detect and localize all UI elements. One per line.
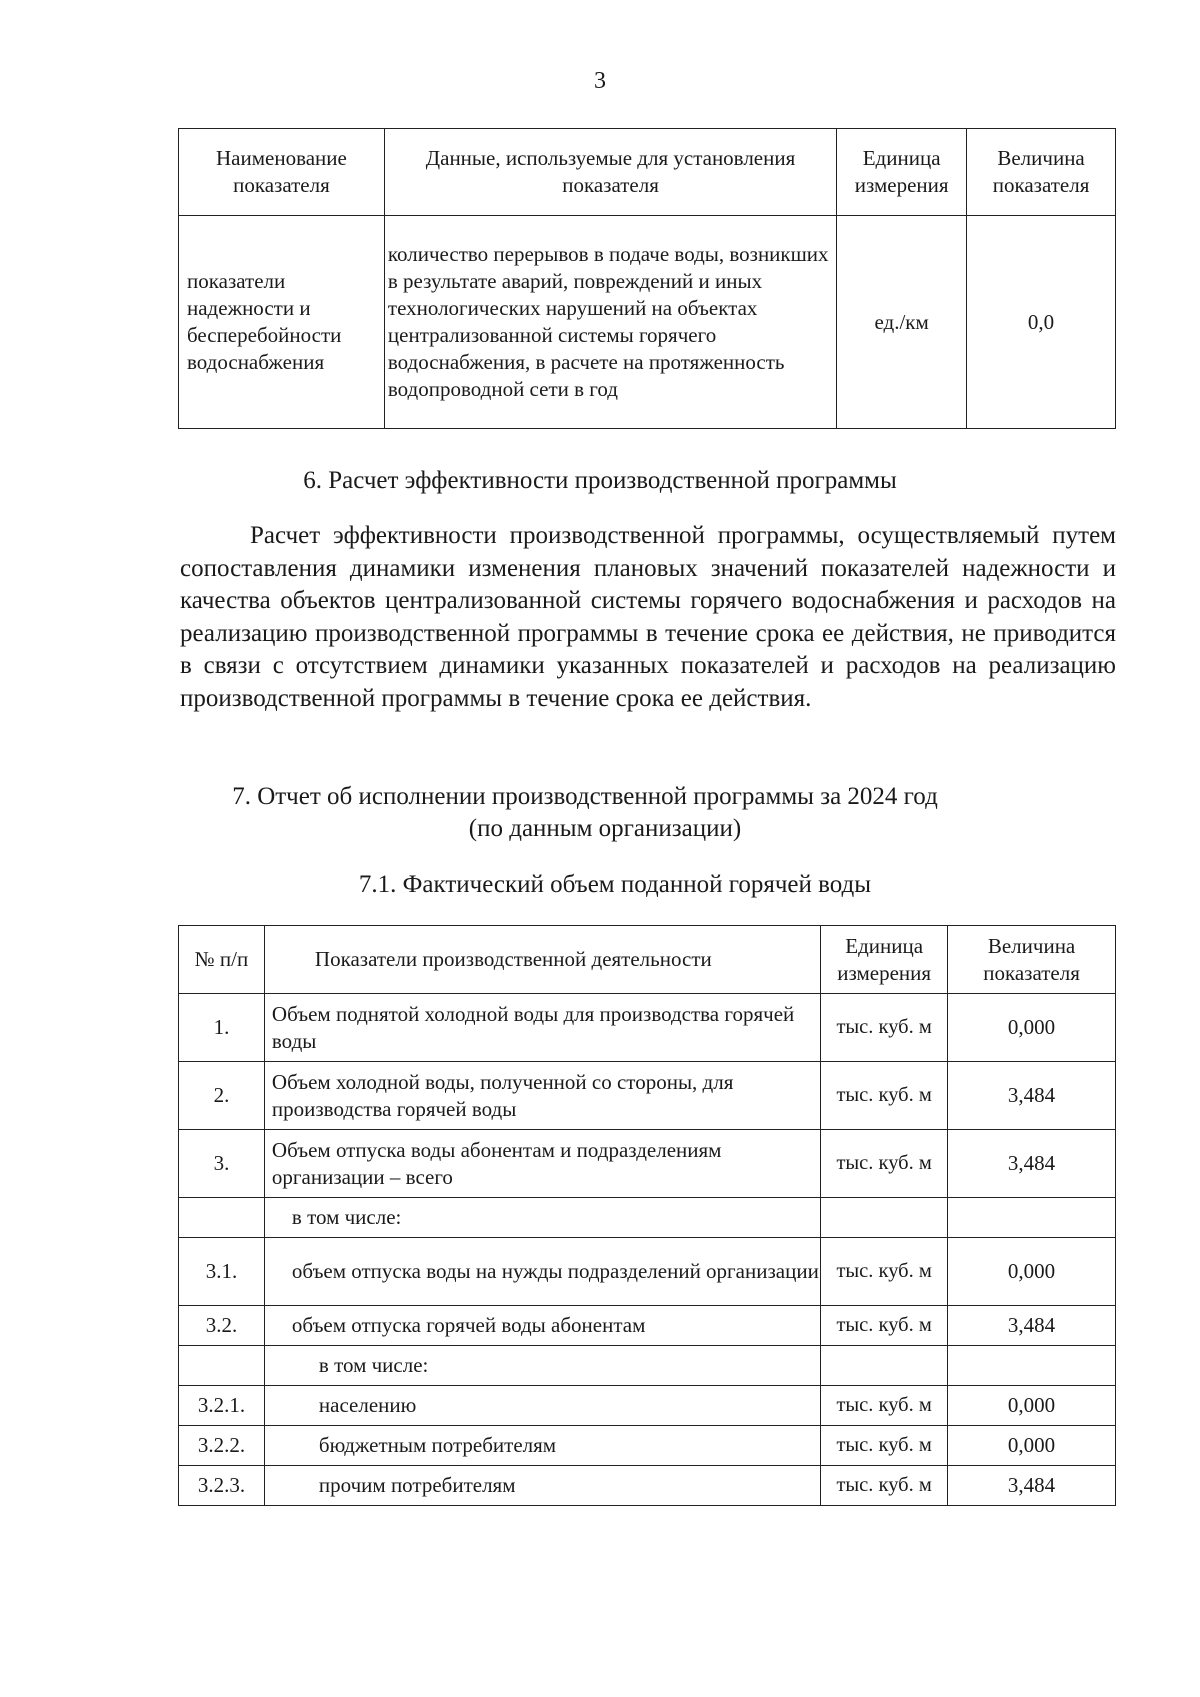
row-indicator: в том числе: [264,1198,820,1238]
row-indicator: бюджетным потребителям [264,1426,820,1466]
header-value: Величина показателя [948,926,1116,994]
table-row [179,216,1116,429]
row-value: 3,484 [948,1466,1116,1506]
header-indicator: Показатели производственной деятельности [264,926,820,994]
header-number: № п/п [179,926,265,994]
row-indicator: Объем поднятой холодной воды для производства горячей воды [264,994,820,1062]
table-row [179,1346,1116,1386]
row-value [948,1346,1116,1386]
table-row [179,994,1116,1062]
row-indicator: Объем холодной воды, полученной со стороны, для производства горячей воды [264,1062,820,1130]
row-unit: тыс. куб. м [821,1426,948,1466]
table-header-row [179,926,1116,994]
row-unit: тыс. куб. м [821,1238,948,1306]
table-row [179,1426,1116,1466]
row-value: 3,484 [948,1062,1116,1130]
table-row [179,1130,1116,1198]
table-row [179,1198,1116,1238]
subsection-7-1-title: 7.1. Фактический объем поданной горячей воды [358,871,872,898]
cell-data-used: количество перерывов в подаче воды, возникших в результате аварий, повреждений и иных технологических нарушений на объектах централизованной системы горячего водоснабжения, в расчете на протяженность водопроводной сети в год [384,216,836,429]
header-unit: Единица измерения [821,926,948,994]
row-number: 2. [179,1062,265,1130]
row-indicator: объем отпуска горячей воды абонентам [264,1306,820,1346]
table-row [179,1062,1116,1130]
section-7-title: 7. Отчет об исполнении производственной программы за 2024 год [232,783,938,810]
row-number: 3. [179,1130,265,1198]
row-unit [821,1198,948,1238]
row-value [948,1198,1116,1238]
row-value: 3,484 [948,1306,1116,1346]
header-data-used: Данные, используемые для установления показателя [384,129,836,216]
row-indicator: в том числе: [264,1346,820,1386]
row-number: 1. [179,994,265,1062]
row-number: 3.1. [179,1238,265,1306]
row-unit: тыс. куб. м [821,1386,948,1426]
page-number: 3 [594,68,606,94]
table-row [179,1238,1116,1306]
table-header-row [179,129,1116,216]
row-value: 0,000 [948,994,1116,1062]
header-indicator-name: Наименование показателя [179,129,385,216]
row-indicator: прочим потребителям [264,1466,820,1506]
cell-unit: ед./км [837,216,967,429]
row-number: 3.2.2. [179,1426,265,1466]
section-7-subtitle: (по данным организации) [468,815,742,842]
row-unit [821,1346,948,1386]
row-indicator: населению [264,1386,820,1426]
row-unit: тыс. куб. м [821,1130,948,1198]
indicator-table [178,128,1116,429]
row-value: 0,000 [948,1426,1116,1466]
cell-value: 0,0 [967,216,1116,429]
table-row [179,1466,1116,1506]
row-indicator: объем отпуска воды на нужды подразделений организации [264,1238,820,1306]
row-number: 3.2.1. [179,1386,265,1426]
table-row [179,1306,1116,1346]
row-number [179,1346,265,1386]
water-volume-table [178,925,1116,1506]
table-row [179,1386,1116,1426]
cell-indicator-name: показатели надежности и бесперебойности водоснабжения [179,216,385,429]
row-unit: тыс. куб. м [821,994,948,1062]
row-number [179,1198,265,1238]
row-value: 0,000 [948,1238,1116,1306]
row-value: 0,000 [948,1386,1116,1426]
header-unit: Единица измерения [837,129,967,216]
row-unit: тыс. куб. м [821,1306,948,1346]
row-value: 3,484 [948,1130,1116,1198]
row-number: 3.2.3. [179,1466,265,1506]
header-value: Величина показателя [967,129,1116,216]
section-6-title: 6. Расчет эффективности производственной программы [303,467,897,494]
row-indicator: Объем отпуска воды абонентам и подразделениям организации – всего [264,1130,820,1198]
section-6-paragraph: Расчет эффективности производственной программы, осуществляемый путем сопоставления динамики изменения плановых значений показателей надежности и качества объектов централизованной системы горячего водоснабжения и расходов на реализацию производственной программы в течение срока ее действия, не приводится в связи с отсутствием динамики указанных показателей и расходов на реализацию производственной программы в течение срока ее действия. [180,522,1116,712]
row-unit: тыс. куб. м [821,1062,948,1130]
row-unit: тыс. куб. м [821,1466,948,1506]
row-number: 3.2. [179,1306,265,1346]
